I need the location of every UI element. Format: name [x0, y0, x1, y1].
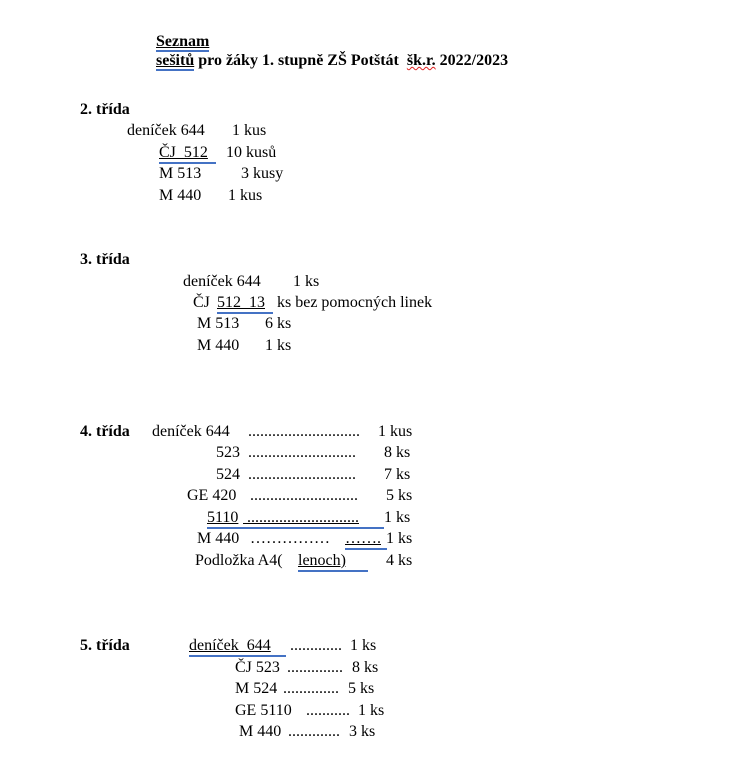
- grade-4-item-name: deníček 644: [152, 423, 230, 440]
- grade-4-item-dots: ...........................: [248, 466, 356, 483]
- grade-2-item-name: deníček 644: [127, 122, 205, 139]
- grade-5-item-qty: 5 ks: [348, 680, 375, 697]
- grade-5-item-name: M 440: [239, 723, 282, 740]
- grade-5-item-dots: .............: [288, 723, 340, 740]
- grade-5-item-qty: 8 ks: [352, 659, 379, 676]
- grade-4-item-dots: ............................: [248, 423, 360, 440]
- grade-5-item-name: M 524: [235, 680, 278, 697]
- title-word-sesitu: sešitů: [156, 52, 195, 69]
- grade-4-item-name: GE 420: [187, 487, 237, 504]
- grade-3-item-qty: 6 ks: [265, 315, 292, 332]
- grade-5-item-qty: 3 ks: [349, 723, 376, 740]
- title-word-skr: šk.r.: [406, 52, 436, 69]
- grade-2-item-qty: 10 kusů: [226, 144, 277, 161]
- grade-4-item-dots: ............................: [243, 509, 359, 526]
- grade-3-item-name: M 440: [197, 337, 240, 354]
- grade-3-item-name: deníček 644: [183, 273, 261, 290]
- title-year: 2022/2023: [435, 52, 509, 69]
- grade-3-heading: 3. třída: [80, 251, 130, 268]
- grade-2-heading: 2. třída: [80, 101, 130, 118]
- grade-4-item-qty: 7 ks: [380, 466, 411, 483]
- grade-2-item-qty: 1 kus: [228, 187, 263, 204]
- grade-4-item-name: 524: [216, 466, 240, 483]
- grade-5-item-name: ČJ 523: [235, 659, 280, 676]
- grade-2-item-qty: 1 kus: [232, 122, 267, 139]
- grade-3-item-code: 512 13: [217, 294, 265, 311]
- grade-3-item-qty: ks bez pomocných linek: [273, 294, 433, 311]
- grade-4-item-dots: ……………: [250, 530, 330, 547]
- grade-4-item-name: M 440: [197, 530, 240, 547]
- spellcheck-underline: [345, 548, 387, 550]
- spellcheck-underline: [298, 570, 368, 572]
- grade-5-item-dots: ..............: [287, 659, 343, 676]
- grade-5-item-qty: 1 ks: [358, 702, 385, 719]
- grade-4-item-name: 5110: [207, 509, 239, 526]
- grade-4-item-qty: 1 ks: [386, 530, 413, 547]
- grade-3-item-name-prefix: ČJ: [193, 294, 214, 311]
- grade-5-item-name: GE 5110: [235, 702, 292, 719]
- grade-5-item-dots: .............: [286, 637, 342, 654]
- grade-4-item-qty: 5 ks: [382, 487, 413, 504]
- grade-4-item-name-underlined: lenoch): [298, 552, 346, 569]
- grade-2-item-name: M 440: [159, 187, 202, 204]
- spellcheck-underline: [189, 655, 286, 657]
- title-middle: pro žáky 1. stupně ZŠ Potštát: [194, 52, 407, 69]
- grade-5-item-dots: ..............: [283, 680, 339, 697]
- grade-2-item-name: ČJ 512: [159, 144, 208, 161]
- grade-4-heading: 4. třída: [80, 423, 130, 440]
- grade-2-item-qty: 3 kusy: [241, 165, 284, 182]
- grade-4-item-name: Podložka A4(: [195, 552, 283, 569]
- grade-5-heading: 5. třída: [80, 637, 130, 654]
- grade-3-item-qty: 1 ks: [293, 273, 320, 290]
- grade-2-item-name: M 513: [159, 165, 202, 182]
- title-word-seznam: Seznam: [156, 33, 210, 50]
- grade-3-item-name: M 513: [197, 315, 240, 332]
- grade-5-item-qty: 1 ks: [350, 637, 377, 654]
- page-title: [140, 13, 508, 89]
- grade-4-item-dots-underlined: …….: [345, 530, 381, 547]
- grade-5-item-name: deníček 644: [189, 637, 271, 654]
- grade-4-item-qty: 1 kus: [378, 423, 413, 440]
- grade-5-item-dots: ...........: [302, 702, 350, 719]
- grade-4-item-qty: 4 ks: [386, 552, 413, 569]
- grade-4-item-qty: 1 ks: [384, 509, 411, 526]
- grade-4-item-dots: ...........................: [250, 487, 358, 504]
- grade-3-item-qty: 1 ks: [265, 337, 292, 354]
- grade-4-item-dots: ...........................: [248, 444, 356, 461]
- grade-4-item-qty: 8 ks: [380, 444, 411, 461]
- grade-4-item-name: 523: [216, 444, 240, 461]
